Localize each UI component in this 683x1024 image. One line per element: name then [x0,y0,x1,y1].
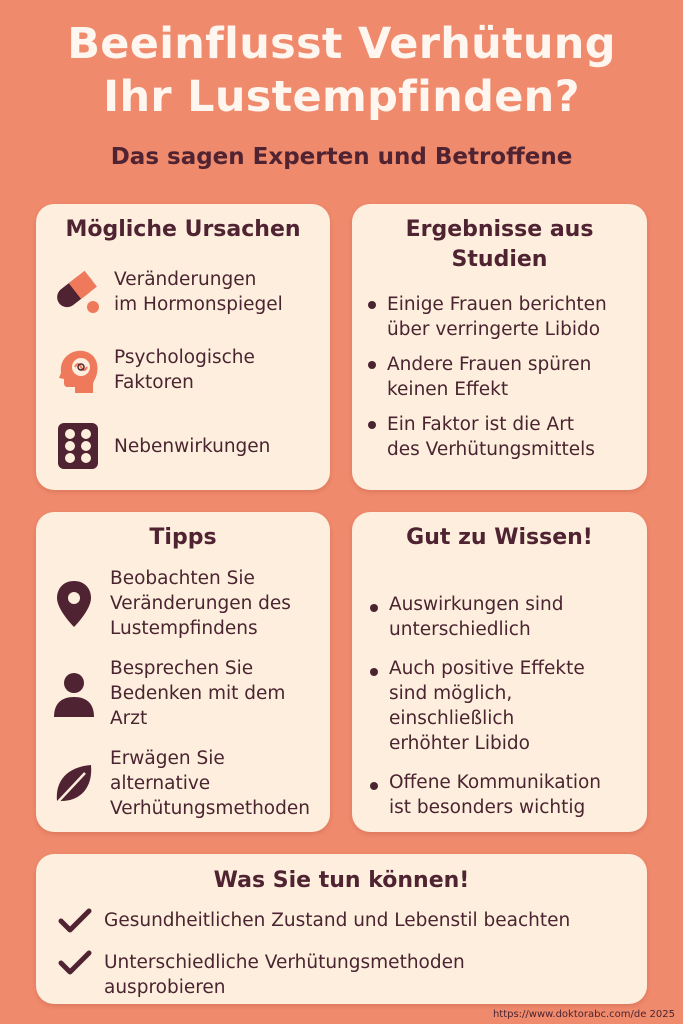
title-line-1: Beeinflusst Verhütung [67,19,616,69]
tip-item [48,566,291,641]
knowledge-line: sind möglich, [389,683,513,704]
action-line-2: ausprobieren [104,977,226,998]
study-item [368,292,607,342]
study-item [368,412,595,462]
pill-pack-icon [52,420,104,472]
tip-line-3: Lustempfindens [110,618,258,639]
knowledge-line: unterschiedlich [389,619,531,640]
tip-line-2: Veränderungen des [110,593,291,614]
good-to-know-card [352,512,647,832]
leaf-icon [48,758,100,810]
cause-line-2: im Hormonspiegel [114,294,283,315]
knowledge-line: einschließlich [389,708,515,729]
knowledge-item [370,592,563,642]
knowledge-line: Offene Kommunikation [389,772,602,793]
tip-line-1: Beobachten Sie [110,568,255,589]
tip-item [48,656,285,731]
tips-card [36,512,330,832]
location-pin-icon [48,578,100,630]
action-line-1: Unterschiedliche Verhütungsmethoden [104,952,465,973]
action-line-1: Gesundheitlichen Zustand und Lebenstil beachten [104,910,571,931]
cause-item [52,344,255,396]
action-item [58,908,570,934]
tip-line-3: Arzt [110,708,148,729]
cause-line-2: Faktoren [114,372,194,393]
page-title [0,18,683,124]
studies-card [352,204,647,490]
causes-card [36,204,330,490]
tip-line-1: Erwägen Sie [110,748,225,769]
title-line-2: Ihr Lustempfinden? [103,72,580,122]
good-to-know-title: Gut zu Wissen! [406,525,593,550]
knowledge-line: Auch positive Effekte [389,658,585,679]
knowledge-item [370,770,601,820]
study-line-1: Einige Frauen berichten [387,294,607,315]
studies-title [352,204,647,275]
knowledge-line: erhöhter Libido [389,733,530,754]
cause-item [52,420,270,472]
actions-card [36,854,647,1004]
tip-line-2: Bedenken mit dem [110,683,286,704]
study-line-2: über verringerte Libido [387,319,601,340]
cause-line-1: Veränderungen [114,269,257,290]
page-subtitle: Das sagen Experten und Betroffene [110,144,573,170]
knowledge-line: ist besonders wichtig [389,797,586,818]
source-url: https://www.doktorabc.com/de 2025 [492,1009,675,1020]
knowledge-item [370,656,585,756]
cause-line-1: Psychologische [114,347,255,368]
study-line-1: Andere Frauen spüren [387,354,592,375]
tips-title: Tipps [149,525,217,550]
study-line-2: keinen Effekt [387,379,509,400]
action-item [58,950,465,1000]
person-icon [48,668,100,720]
study-item [368,352,591,402]
tip-line-3: Verhütungsmethoden [110,798,310,819]
knowledge-line: Auswirkungen sind [389,594,564,615]
cause-item [52,266,283,318]
causes-title: Mögliche Ursachen [65,217,301,242]
study-line-2: des Verhütungsmittels [387,439,595,460]
checkmark-icon [58,950,92,976]
pill-icon [52,266,104,318]
actions-title: Was Sie tun können! [213,868,470,893]
brain-head-icon [52,344,104,396]
tip-line-1: Besprechen Sie [110,658,254,679]
checkmark-icon [58,908,92,934]
tip-line-2: alternative [110,773,211,794]
studies-title-line-2: Studien [451,247,548,272]
cause-line-1: Nebenwirkungen [114,435,271,457]
studies-title-line-1: Ergebnisse aus [405,217,594,242]
tip-item [48,746,310,821]
study-line-1: Ein Faktor ist die Art [387,414,575,435]
